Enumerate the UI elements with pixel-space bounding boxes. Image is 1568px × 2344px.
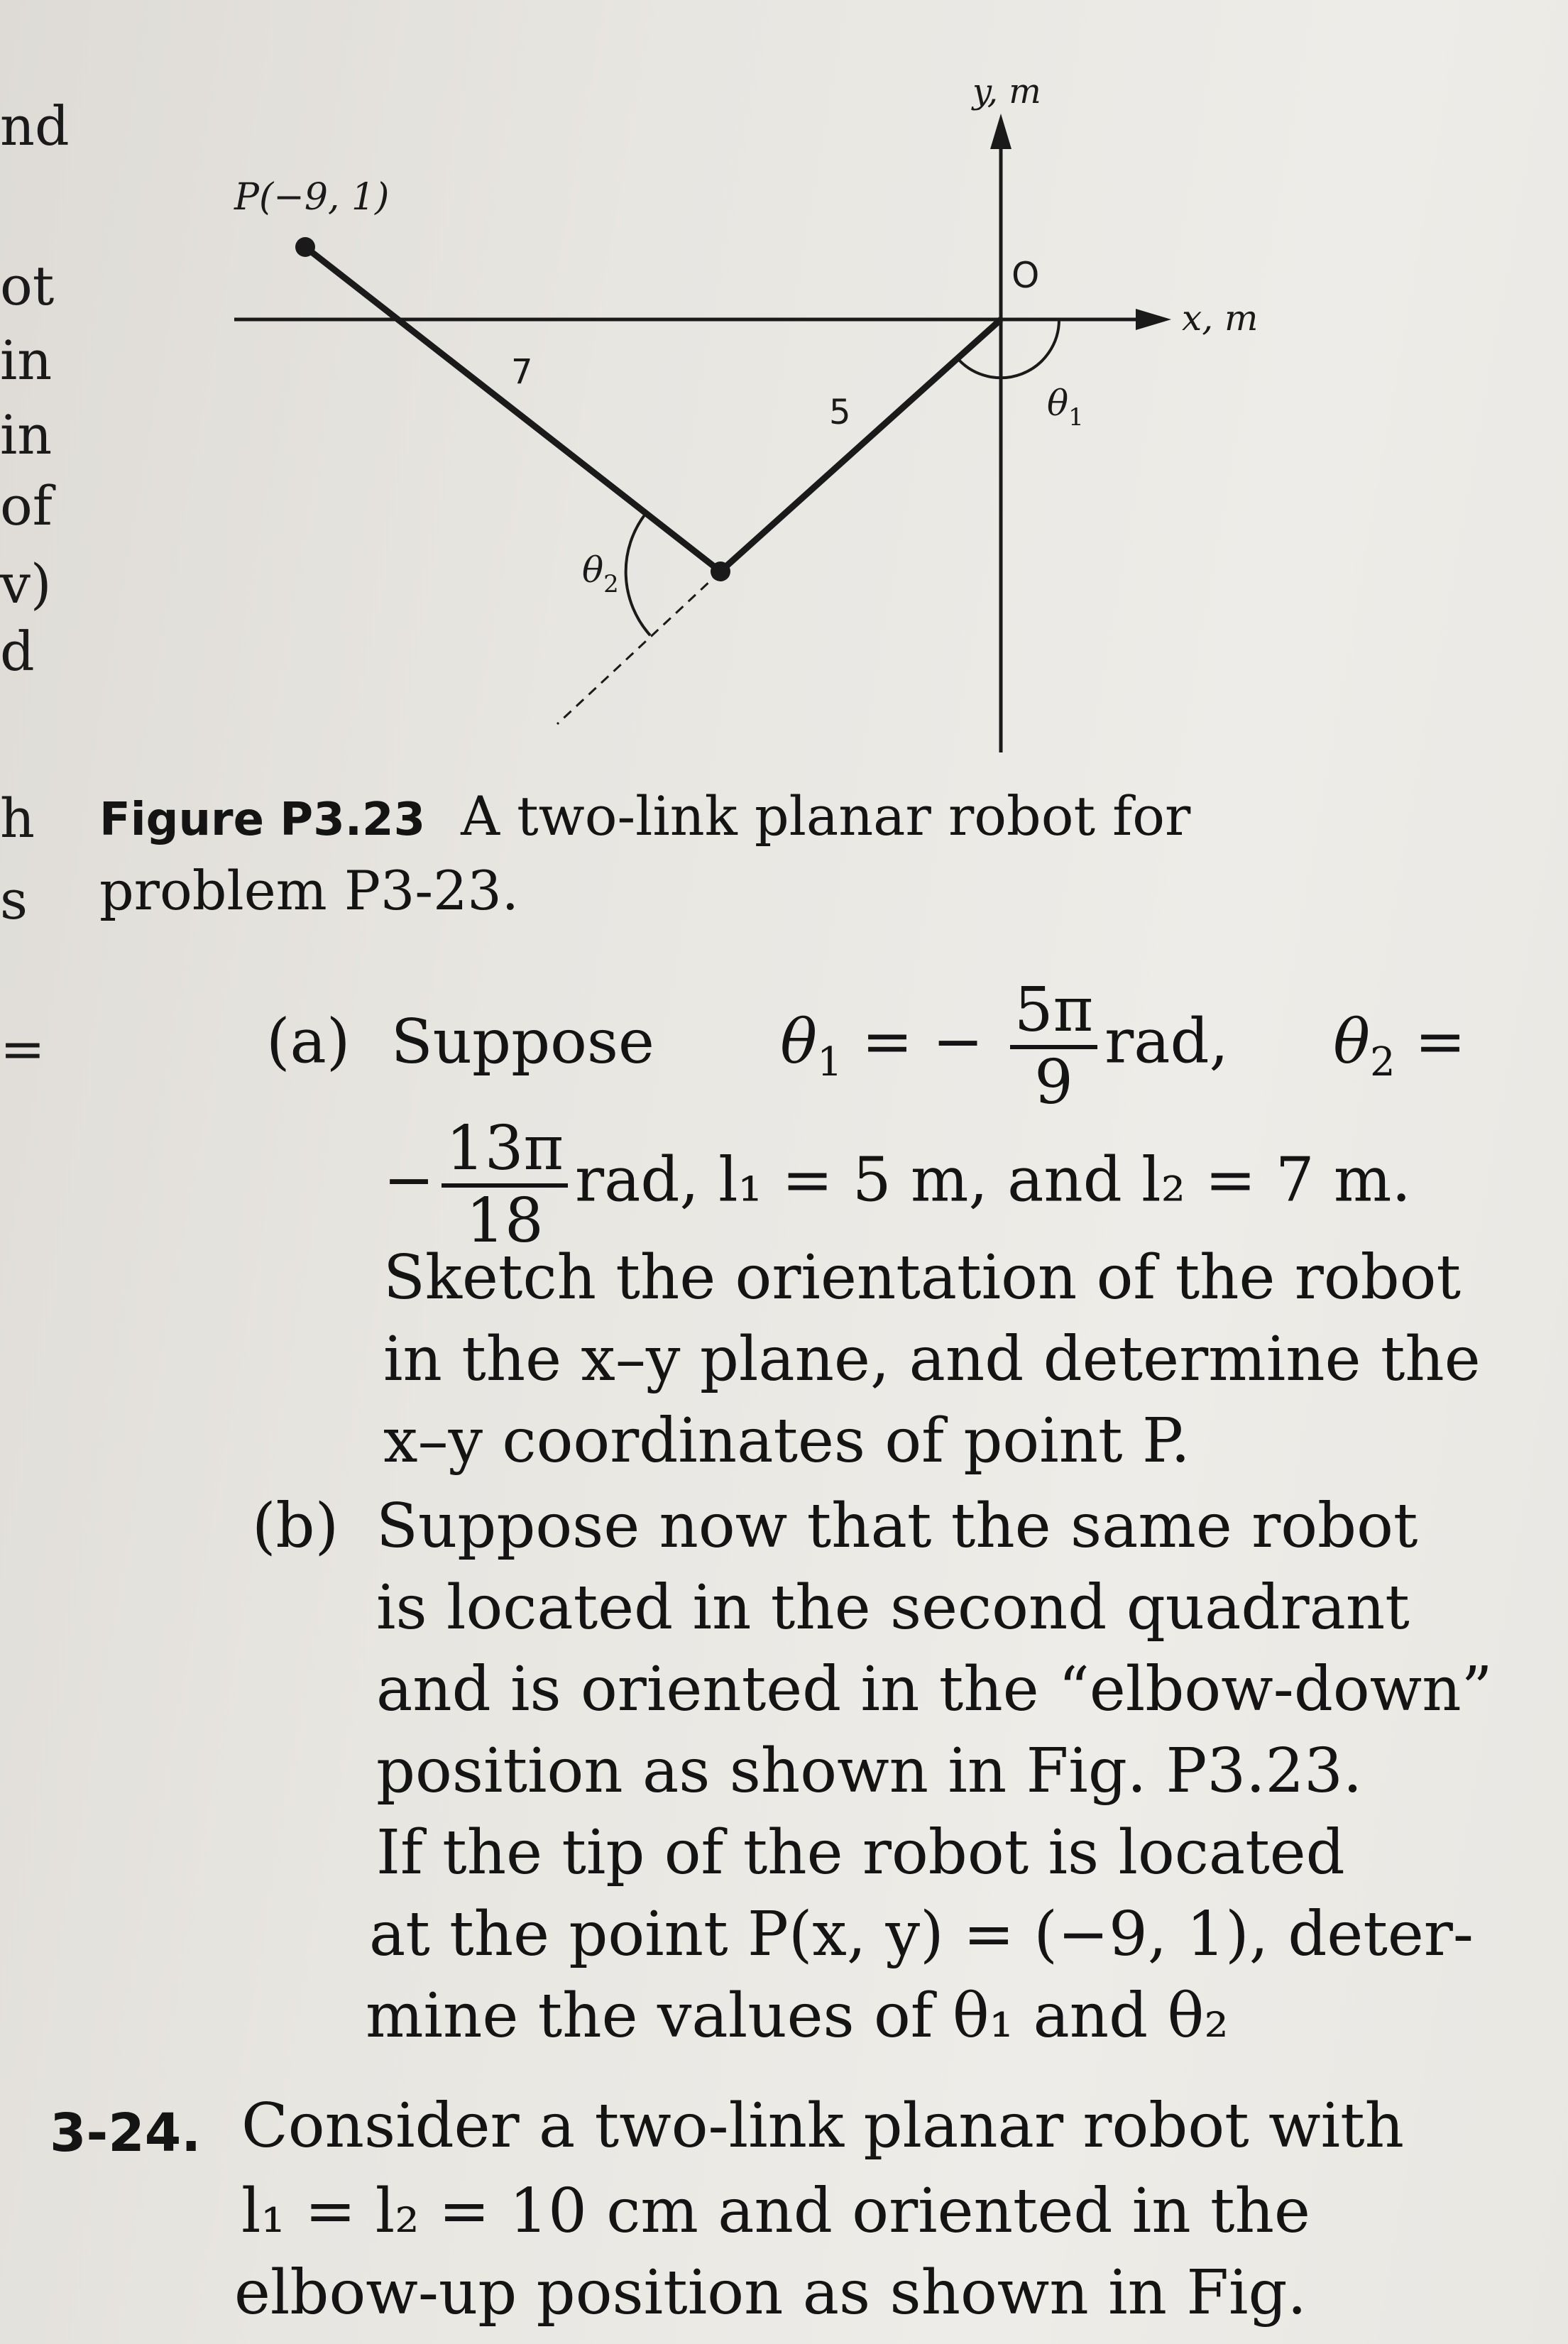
- part-b-line-7: mine the values of θ₁ and θ₂: [366, 1981, 1229, 2052]
- link-2: [305, 247, 720, 571]
- x-axis-arrow: [1136, 309, 1171, 330]
- origin-label: O: [1011, 255, 1040, 296]
- part-b-line-1: Suppose now that the same robot: [376, 1491, 1418, 1562]
- y-axis-label: y, m: [972, 72, 1041, 111]
- point-p-label: P(−9, 1): [234, 176, 390, 219]
- problem-3-24-line-3: elbow-up position as shown in Fig.: [234, 2257, 1307, 2328]
- edge-fragment: nd: [0, 94, 70, 158]
- rad-comma: rad,: [1104, 1006, 1229, 1078]
- elbow-joint: [711, 562, 730, 581]
- edge-fragment: =: [0, 1017, 45, 1080]
- part-b-line-4: position as shown in Fig. P3.23.: [376, 1736, 1363, 1807]
- y-axis-arrow: [990, 114, 1011, 149]
- edge-fragment: in: [0, 329, 53, 392]
- edge-fragment: of: [0, 474, 53, 537]
- link-1: [720, 319, 1001, 571]
- figure-caption-text-2: problem P3-23.: [99, 859, 519, 922]
- part-a-line-3: Sketch the orientation of the robot: [383, 1242, 1462, 1313]
- theta2-arc: [626, 513, 650, 635]
- edge-fragment: ot: [0, 254, 55, 317]
- link1-length-label: 5: [829, 393, 851, 432]
- link2-length-label: 7: [511, 352, 533, 392]
- part-b-line-6: at the point P(x, y) = (−9, 1), deter-: [369, 1899, 1474, 1970]
- equals-neg: = −: [842, 1006, 984, 1078]
- theta2-symbol: $\theta_2$: [1333, 1006, 1396, 1085]
- part-a-line-4: in the x–y plane, and determine the: [383, 1324, 1481, 1395]
- equals: =: [1395, 1006, 1466, 1078]
- edge-fragment: s: [0, 868, 28, 931]
- part-b-label: (b): [252, 1491, 339, 1562]
- tip-point: [295, 237, 315, 257]
- edge-fragment: d: [0, 620, 35, 683]
- part-a-line-5: x–y coordinates of point P.: [383, 1406, 1190, 1477]
- fraction-5pi-9: $\frac{5\pi}{9}$: [1010, 980, 1097, 1113]
- part-a-line-2-rest: rad, l₁ = 5 m, and l₂ = 7 m.: [575, 1144, 1411, 1216]
- robot-figure: [199, 57, 1377, 752]
- problem-number: 3-24.: [50, 2103, 202, 2164]
- figure-caption-label: Figure P3.23: [99, 794, 426, 846]
- x-axis-label: x, m: [1182, 297, 1259, 339]
- part-a-line-2: [383, 1113, 1411, 1256]
- theta1-label: $\theta_1$: [1047, 383, 1084, 432]
- edge-fragment: in: [0, 403, 53, 466]
- theta2-label: $\theta_2$: [582, 549, 619, 598]
- figure-caption-text: A two-link planar robot for: [461, 784, 1191, 848]
- problem-3-24-line-1: Consider a two-link planar robot with: [241, 2091, 1405, 2162]
- link-1-extension: [557, 571, 720, 724]
- part-a-label: (a): [266, 1006, 351, 1078]
- part-a-suppose: Suppose: [390, 1006, 654, 1078]
- theta1-symbol: $\theta_1$: [780, 1006, 843, 1085]
- figure-caption: [99, 781, 1448, 926]
- part-b-line-3: and is oriented in the “elbow-down”: [376, 1654, 1493, 1725]
- fraction-13pi-18: $\frac{13\pi}{18}$: [442, 1118, 568, 1252]
- part-a-line-1: [266, 975, 1466, 1118]
- problem-3-24-line-2: l₁ = l₂ = 10 cm and oriented in the: [241, 2176, 1310, 2247]
- part-b-line-2: is located in the second quadrant: [376, 1572, 1410, 1643]
- part-b-line-5: If the tip of the robot is located: [376, 1817, 1345, 1888]
- edge-fragment: v): [0, 552, 52, 615]
- neg-sign: −: [383, 1144, 435, 1216]
- edge-fragment: h: [0, 787, 35, 850]
